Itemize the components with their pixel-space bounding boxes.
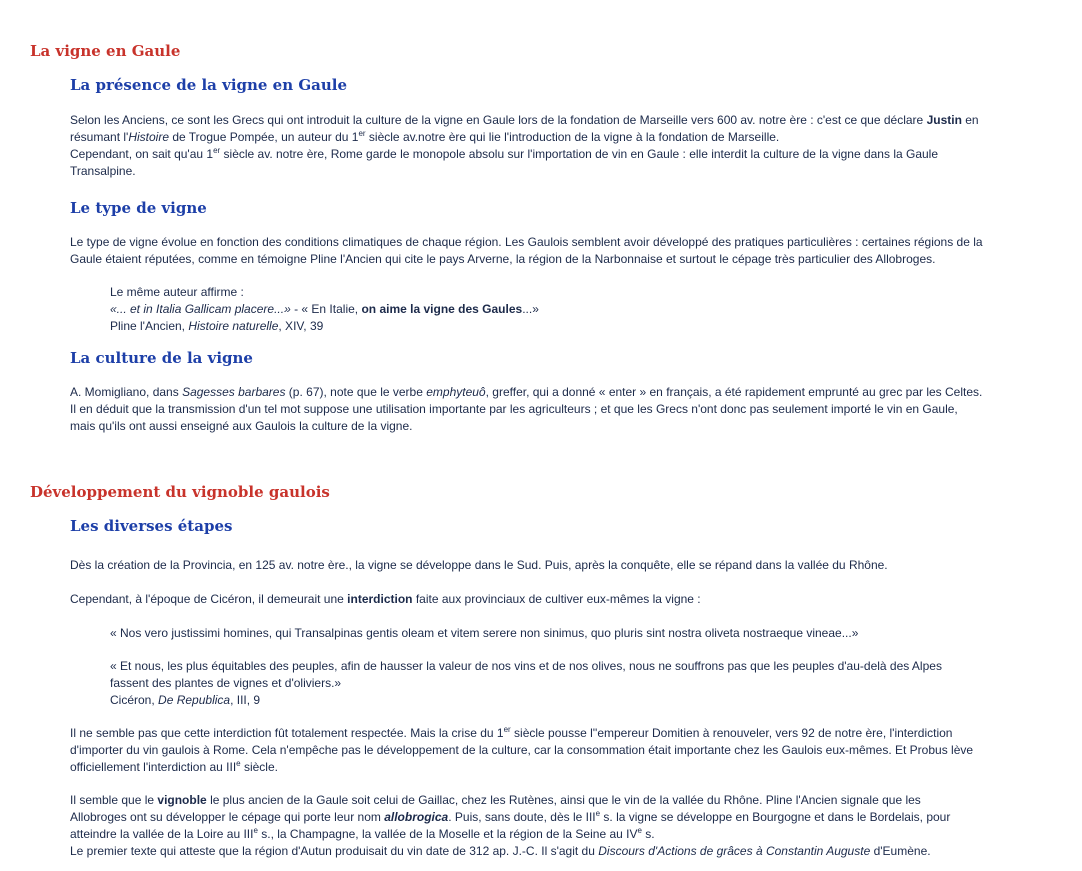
section-title-vigne-en-gaule: La vigne en Gaule — [30, 42, 181, 60]
paragraph-interdiction: Cependant, à l'époque de Cicéron, il demeurait une interdiction faite aux provinciaux de cultiver eux-mêmes la vigne : — [70, 592, 701, 606]
paragraph-type-vigne: Le type de vigne évolue en fonction des conditions climatiques de chaque région. Les Gaulois semblent avoir développé des pratiques particulières : certaines régions de la Gaule étaient réputées, comme en témoigne Pline l'Ancien qui cite le pays Arverne, la région de la Narbonnaise et surtout le cépage très particulier des Allobroges. — [70, 235, 983, 266]
paragraph-presence-1: Selon les Anciens, ce sont les Grecs qui ont introduit la culture de la vigne en Gaule lors de la fondation de Marseille vers 600 av. notre ère : c'est ce que déclare Justin en résumant l'Histoire de Trogue Pompée, un auteur du 1er siècle av.notre ère qui lie l'introduction de la vigne à la fondation de Marseille. Cependant, on sait qu'au 1er siècle av. notre ère, Rome garde le monopole absolu sur l'importation de vin en Gaule : elle interdit la culture de la vigne dans la Gaule Transalpine. — [70, 113, 979, 178]
quote-latin-cicero: « Nos vero justissimi homines, qui Transalpinas gentis oleam et vitem serere non sinimus, quo pluris sint nostra oliveta nostraeque vineae...» — [110, 626, 859, 640]
paragraph-gaillac: Il semble que le vignoble le plus ancien de la Gaule soit celui de Gaillac, chez les Rutènes, ainsi que le vin de la vallée du Rhône. Pline l'Ancien signale que les Allobroges ont su développer le cépage qui porte leur nom allobrogica. Puis, sans doute, dès le IIIe s. la vigne se développe en Bourgogne et dans le Bordelais, pour atteindre la vallée de la Loire au IIIe s., la Champagne, la vallée de la Moselle et la région de la Seine au IVe s. Le premier texte qui atteste que la région d'Autun produisait du vin date de 312 ap. J.-C. Il s'agit du Discours d'Actions de grâces à Constantin Auguste d'Eumène. — [70, 793, 951, 858]
subtitle-culture-vigne: La culture de la vigne — [70, 349, 253, 367]
subtitle-presence-vigne: La présence de la vigne en Gaule — [70, 76, 348, 94]
subtitle-diverses-etapes: Les diverses étapes — [70, 517, 233, 535]
quote-french-cicero: « Et nous, les plus équitables des peuples, afin de hausser la valeur de nos vins et de nos olives, nous ne souffrons pas que les peuples d'au-delà des Alpes fassent des plantes de vignes et d'oliviers.» Cicéron, De Republica, III, 9 — [110, 659, 942, 707]
paragraph-provincia: Dès la création de la Provincia, en 125 av. notre ère., la vigne se développe dans le Sud. Puis, après la conquête, elle se répand dans la vallée du Rhône. — [70, 558, 888, 572]
subtitle-type-de-vigne: Le type de vigne — [70, 199, 207, 217]
paragraph-domitien: Il ne semble pas que cette interdiction fût totalement respectée. Mais la crise du 1er siècle pousse l''empereur Domitien à renouveler, vers 92 de notre ère, l'interdiction d'importer du vin gaulois à Rome. Cela n'empêche pas le développement de la culture, car la consommation était importante chez les Gaulois eux-mêmes. Et Probus lève officiellement l'interdiction au IIIe siècle. — [70, 725, 974, 774]
paragraph-culture-vigne: A. Momigliano, dans Sagesses barbares (p. 67), note que le verbe emphyteuô, greffer, qui a donné « enter » en français, a été rapidement emprunté au grec par les Celtes. Il en déduit que la transmission d'un tel mot suppose une utilisation importante par les agriculteurs ; et que les Grecs n'ont donc pas seulement importé le vin en Gaule, mais qu'ils ont aussi enseigné aux Gaulois la culture de la vigne. — [70, 385, 983, 433]
justin-bold: Justin — [926, 113, 962, 127]
section-title-developpement: Développement du vignoble gaulois — [30, 483, 330, 501]
quote-pline: Le même auteur affirme : «... et in Italia Gallicam placere...» - « En Italie, on aime la vigne des Gaules...» Pline l'Ancien, Histoire naturelle, XIV, 39 — [110, 285, 539, 333]
